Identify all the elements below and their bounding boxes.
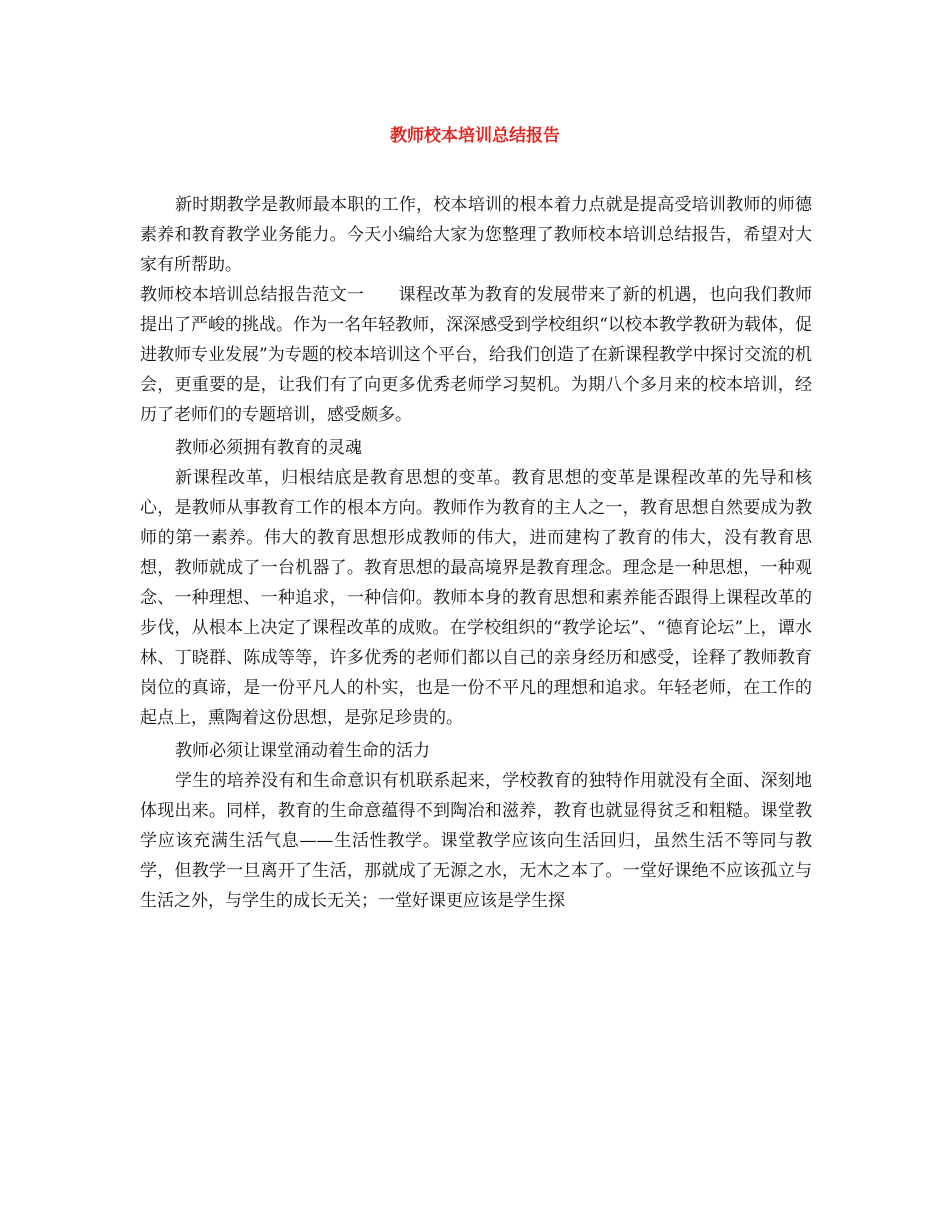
document-title: 教师校本培训总结报告 (390, 126, 560, 146)
document-body (140, 190, 812, 916)
intro-paragraph: 新时期教学是教师最本职的工作，校本培训的根本着力点就是提高受培训教师的师德素养和教育教学业务能力。今天小编给大家为您整理了教师校本培训总结报告，希望对大家有所帮助。 (140, 195, 812, 275)
section-heading-vitality: 教师必须让课堂涌动着生命的活力 (175, 741, 430, 761)
soul-paragraph: 新课程改革，归根结底是教育思想的变革。教育思想的变革是课程改革的先导和核心，是教师从事教育工作的根本方向。教师作为教育的主人之一，教育思想自然要成为教师的第一素养。伟大的教育思想形成教师的伟大，进而建构了教育的伟大，没有教育思想，教师就成了一台机器了。教育思想的最高境界是教育理念。理念是一种思想，一种观念、一种理想、一种追求，一种信仰。教师本身的教育思想和素养能否跟得上课程改革的步伐，从根本上决定了课程改革的成败。在学校组织的“教学论坛”、“德育论坛”上，谭水林、丁晓群、陈成等等，许多优秀的老师们都以自己的亲身经历和感受，诠释了教师教育岗位的真谛，是一份平凡人的朴实，也是一份不平凡的理想和追求。年轻老师，在工作的起点上，熏陶着这份思想，是弥足珍贵的。 (140, 468, 812, 728)
section-heading-soul: 教师必须拥有教育的灵魂 (175, 438, 362, 458)
sample-one-paragraph: 教师校本培训总结报告范文一 课程改革为教育的发展带来了新的机遇，也向我们教师提出了严峻的挑战。作为一名年轻教师，深深感受到学校组织“以校本教学教研为载体，促进教师专业发展”为专题的校本培训这个平台，给我们创造了在新课程教学中探讨交流的机会，更重要的是，让我们有了向更多优秀老师学习契机。为期八个多月来的校本培训，经历了老师们的专题培训，感受颇多。 (140, 285, 812, 425)
vitality-paragraph: 学生的培养没有和生命意识有机联系起来，学校教育的独特作用就没有全面、深刻地体现出来。同样，教育的生命意蕴得不到陶冶和滋养，教育也就显得贫乏和粗糙。课堂教学应该充满生活气息——生活性教学。课堂教学应该向生活回归，虽然生活不等同与教学，但教学一旦离开了生活，那就成了无源之水，无木之本了。一堂好课绝不应该孤立与生活之外，与学生的成长无关；一堂好课更应该是学生探 (140, 771, 812, 911)
